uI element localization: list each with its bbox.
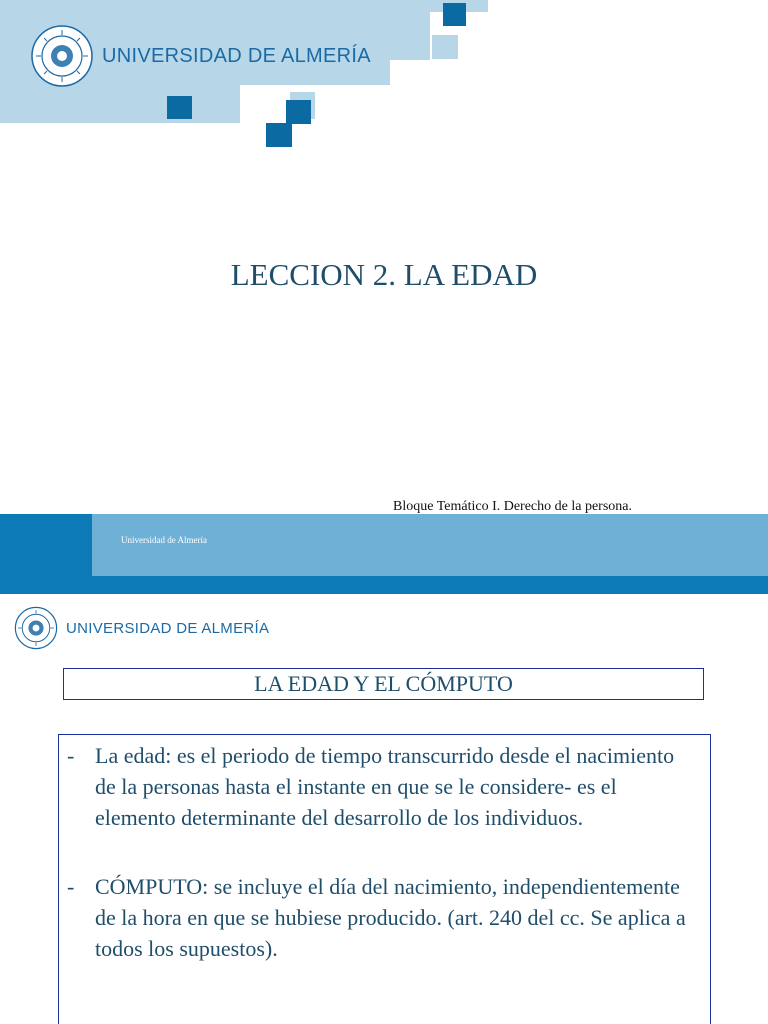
university-logo: [14, 606, 269, 650]
accent-square: [266, 123, 292, 147]
bullet-marker: -: [67, 874, 75, 899]
lesson-subtitle: Bloque Temático I. Derecho de la persona.: [393, 499, 633, 514]
university-logo: [30, 24, 371, 88]
university-name: UNIVERSIDAD DE ALMERÍA: [66, 619, 270, 637]
list-item: [67, 740, 697, 833]
lesson-title: LECCION 2. LA EDAD: [230, 257, 538, 292]
university-name: UNIVERSIDAD DE ALMERÍA: [102, 44, 371, 67]
header-block: [390, 0, 430, 60]
bullet-text: CÓMPUTO: se incluye el día del nacimiento, independientemente de la hora en que se hubiese producido. (art. 240 del cc. Se aplica a todos los supuestos).: [95, 874, 686, 961]
accent-square: [443, 3, 466, 26]
list-item: [67, 871, 697, 964]
footer-label: Universidad de Almería: [121, 535, 207, 545]
section-title: LA EDAD Y EL CÓMPUTO: [63, 668, 704, 700]
bullet-marker: -: [67, 743, 75, 768]
header-block: [432, 35, 458, 59]
accent-square: [286, 100, 311, 124]
content-box: [58, 734, 711, 1024]
university-seal-icon: [30, 24, 94, 88]
university-seal-icon: [14, 606, 58, 650]
content-slide: [0, 594, 768, 1024]
bullet-text: La edad: es el periodo de tiempo transcurrido desde el nacimiento de la personas hasta el instante en que se le considere- es el elemento determinante del desarrollo de los individuos.: [95, 743, 675, 830]
header-band-lower: [0, 85, 240, 123]
footer-band-light: [92, 514, 768, 576]
accent-square: [167, 96, 192, 119]
